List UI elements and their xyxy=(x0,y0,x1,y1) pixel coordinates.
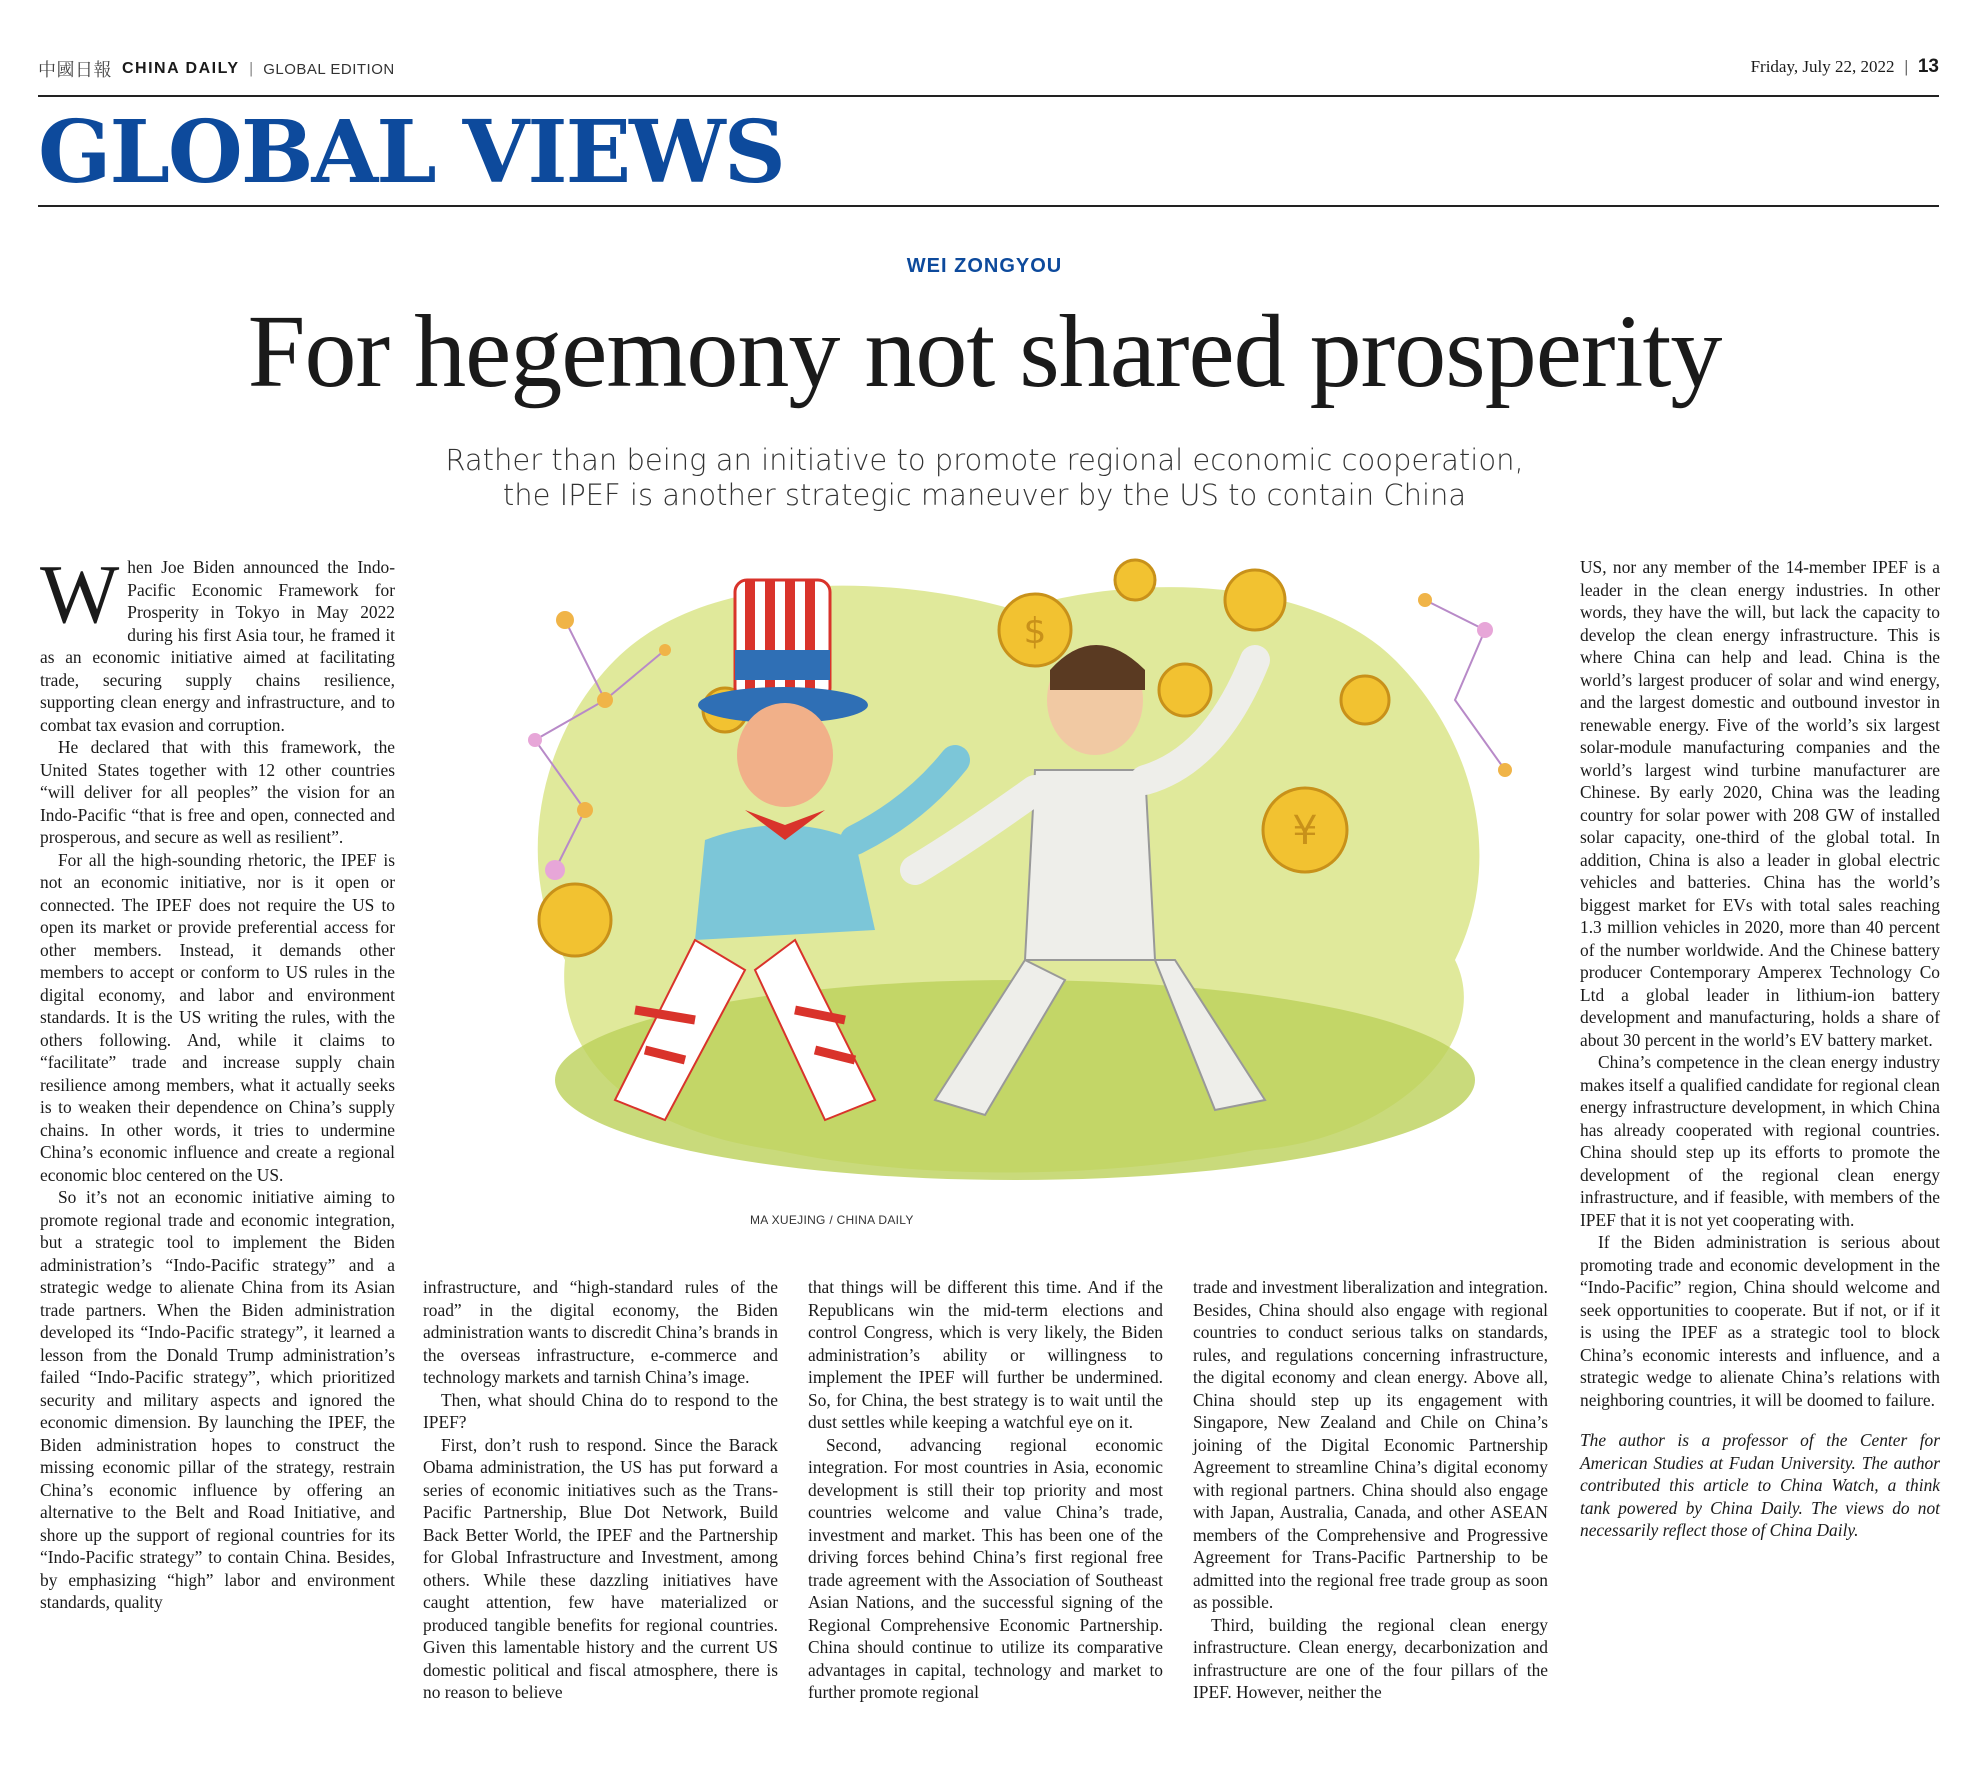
paragraph: infrastructure, and “high-standard rules of the road” in the digital economy, the Biden administration wants to discredit China’s brands in the overseas infrastructure, e-commerce and technology markets and tarnish China’s image. xyxy=(423,1277,778,1387)
date-page xyxy=(1751,56,1939,78)
article-column-4 xyxy=(1193,1276,1548,1704)
byline: WEI ZONGYOU xyxy=(906,255,1063,277)
paragraph: For all the high-sounding rhetoric, the IPEF is not an economic initiative, nor is it open or connected. The IPEF does not require the US to open its market or provide preferential access for other members. Instead, it demands other members to accept or conform to US rules in the digital economy, and labor and environment standards. It is the US writing the rules, with the others following. And, while it claims to “facilitate” trade and increase supply chain resilience among members, what it actually seeks is to weaken their dependence on China’s supply chains. In other words, it tries to undermine China’s economic influence and create a regional economic bloc centered on the US. xyxy=(40,849,395,1185)
page-number: 13 xyxy=(1917,56,1939,77)
illustration-uncle-sam-vs-tai-chi xyxy=(495,540,1535,1190)
author-bio: The author is a professor of the Center for American Studies at Fudan University. The author contributed this article to China Watch, a think tank powered by China Daily. The views do not necessarily reflect those of China Daily. xyxy=(1580,1430,1940,1540)
masthead-chinese-name: 中國日報 xyxy=(38,60,112,81)
paragraph: He declared that with this framework, the United States together with 12 other countries “will deliver for all peoples” the vision for an Indo-Pacific “that is free and open, connected and prosperous, and secure as well as resilient”. xyxy=(40,737,395,847)
paragraph: If the Biden administration is serious about promoting trade and economic development in the “Indo-Pacific” region, China should welcome and seek opportunities to cooperate. But if not, or if it is using the IPEF as a strategic tool to block China’s economic interests and influence, and a strategic wedge to alienate China’s relations with neighboring countries, it will be doomed to failure. xyxy=(1580,1232,1940,1410)
masthead-brand: CHINA DAILY xyxy=(122,60,240,77)
section-title: GLOBAL VIEWS xyxy=(38,102,784,203)
headline: For hegemony not shared prosperity xyxy=(247,294,1722,409)
date-separator: | xyxy=(1904,57,1908,76)
article-column-5 xyxy=(1580,556,1940,1542)
drop-cap: W xyxy=(40,548,120,641)
top-rule xyxy=(38,95,1939,97)
paragraph: Third, building the regional clean energy infrastructure. Clean energy, decarbonization and infrastructure are one of the four pillars of the IPEF. However, neither the xyxy=(1193,1614,1548,1702)
paragraph: Then, what should China do to respond to the IPEF? xyxy=(423,1389,778,1432)
paragraph: Second, advancing regional economic integration. For most countries in Asia, economic development is still their top priority and most countries welcome and value China’s trade, investment and market. This has been one of the driving forces behind China’s first regional free trade agreement with the Association of Southeast Asian Nations, and the successful signing of the Regional Comprehensive Economic Partnership. China should continue to utilize its comparative advantages in capital, technology and market to further promote regional xyxy=(808,1434,1163,1702)
illustration-credit: MA XUEJING / CHINA DAILY xyxy=(750,1213,914,1227)
article-column-3 xyxy=(808,1276,1163,1704)
section-rule xyxy=(38,205,1939,207)
deck-line-1: Rather than being an initiative to promote regional economic cooperation, xyxy=(445,443,1524,477)
yuan-sign: ¥ xyxy=(1292,808,1318,854)
deck-line-2: the IPEF is another strategic maneuver by the US to contain China xyxy=(502,478,1467,513)
article-column-2 xyxy=(423,1276,778,1704)
paragraph: hen Joe Biden announced the Indo-Pacific Economic Framework for Prosperity in Tokyo in May 2022 during his first Asia tour, he framed it as an economic initiative aimed at facilitating trade, securing supply chains resilience, supporting clean energy and infrastructure, and to combat tax evasion and corruption. xyxy=(40,557,395,735)
masthead-edition: GLOBAL EDITION xyxy=(263,60,395,78)
paragraph: that things will be different this time. And if the Republicans win the mid-term elections and control Congress, which is very likely, the Biden administration’s ability or willingness to implement the IPEF will further be undermined. So, for China, the best strategy is to wait until the dust settles while keeping a watchful eye on it. xyxy=(808,1277,1163,1432)
paragraph: So it’s not an economic initiative aiming to promote regional trade and economic integration, but a strategic tool to implement the Biden administration’s “Indo-Pacific strategy” and a strategic wedge to alienate China from its Asian trade partners. When the Biden administration developed its “Indo-Pacific strategy”, it learned a lesson from the Donald Trump administration’s failed “Indo-Pacific strategy”, which prioritized security and military aspects and ignored the economic dimension. By launching the IPEF, the Biden administration hopes to construct the missing economic pillar of the strategy, restrain China’s economic influence by offering an alternative to the Belt and Road Initiative, and shore up the support of regional countries for its “Indo-Pacific strategy” to contain China. Besides, by emphasizing “high” labor and environment standards, quality xyxy=(40,1187,395,1612)
paragraph: First, don’t rush to respond. Since the Barack Obama administration, the US has put forward a series of economic initiatives such as the Trans-Pacific Partnership, Blue Dot Network, Build Back Better World, the IPEF and the Partnership for Global Infrastructure and Investment, among others. While these dazzling initiatives have caught attention, few have materialized or produced tangible benefits for regional countries. Given this lamentable history and the current US domestic political and fiscal atmosphere, there is no reason to believe xyxy=(423,1434,778,1702)
masthead-separator: | xyxy=(249,60,254,77)
dollar-sign: $ xyxy=(1023,611,1047,652)
paragraph: trade and investment liberalization and integration. Besides, China should also engage with regional countries to conduct serious talks on standards, rules, and regulations concerning infrastructure, the digital economy and clean energy. Above all, China should step up its engagement with Singapore, New Zealand and Chile on China’s joining of the Digital Economic Partnership Agreement to streamline China’s digital economy with regional partners. China should also engage with Japan, Australia, Canada, and other ASEAN members of the Comprehensive and Progressive Agreement for Trans-Pacific Partnership to be admitted into the regional free trade group as soon as possible. xyxy=(1193,1277,1548,1612)
article-column-1 xyxy=(40,548,395,1614)
deck xyxy=(0,443,1969,514)
issue-date: Friday, July 22, 2022 xyxy=(1750,57,1895,76)
masthead xyxy=(38,56,395,82)
paragraph: US, nor any member of the 14-member IPEF is a leader in the clean energy industries. In other words, they have the will, but lack the capacity to develop the clean energy infrastructure. This is where China can help and lead. China is the world’s largest producer of solar and wind energy, and the largest domestic and outbound investor in renewable energy. Five of the world’s six largest solar-module manufacturing companies and the world’s largest wind turbine manufacturer are Chinese. By early 2020, China was the leading country for solar power with 208 GW of installed solar capacity, one-third of the global total. In addition, China is also a leader in global electric vehicles and batteries. China has the world’s biggest market for EVs with total sales reaching 1.3 million vehicles in 2020, more than 40 percent of the number worldwide. And the Chinese battery producer Contemporary Amperex Technology Co Ltd a global leader in lithium-ion battery development and manufacturing, holds a share of about 30 percent in the world’s EV battery market. xyxy=(1580,557,1940,1050)
paragraph: China’s competence in the clean energy industry makes itself a qualified candidate for regional clean energy infrastructure development, in which China has already cooperated with regional countries. China should step up its efforts to promote the development of the regional clean energy infrastructure, and if feasible, with members of the IPEF that it is not yet cooperating with. xyxy=(1580,1052,1940,1230)
